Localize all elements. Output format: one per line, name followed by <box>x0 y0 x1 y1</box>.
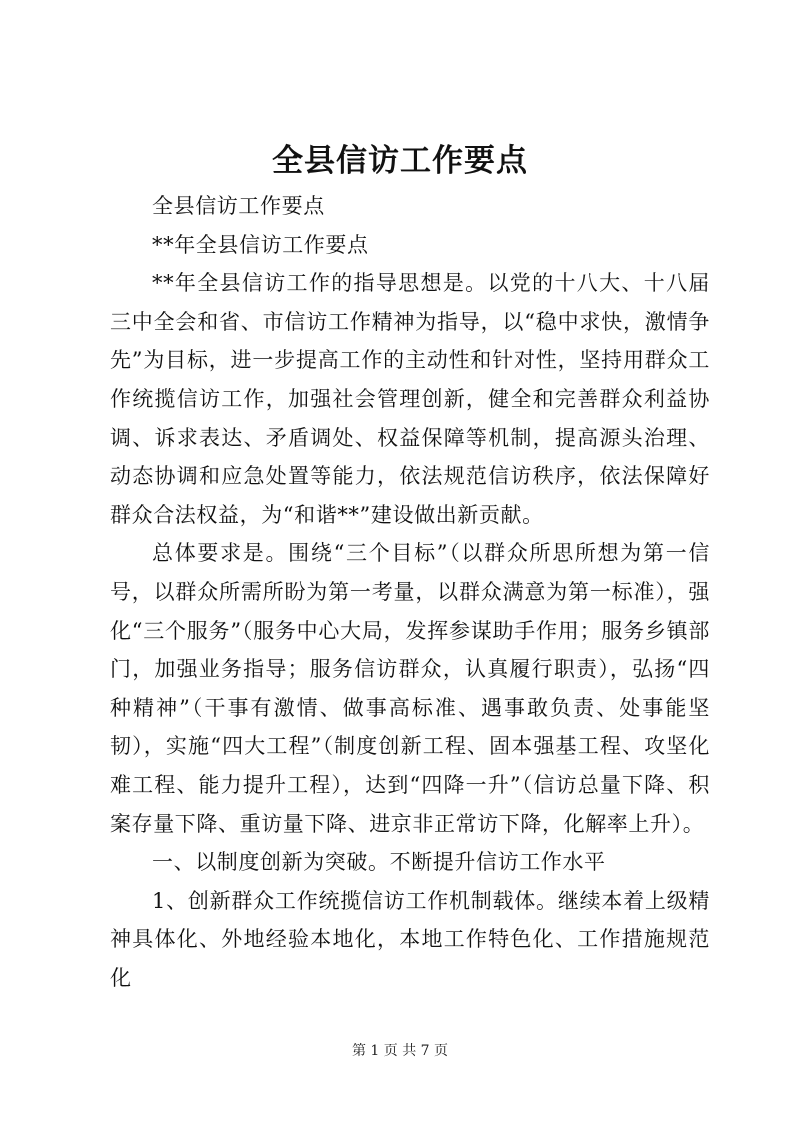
page-footer: 第 1 页 共 7 页 <box>351 1043 449 1059</box>
paragraph-guiding-ideology: **年全县信访工作的指导思想是。以党的十八大、十八届三中全会和省、市信访工作精神为指导，以“稳中求快，激情争先”为目标，进一步提高工作的主动性和针对性，坚持用群众工作统揽信访工作，加强社会管理创新，健全和完善群众利益协调、诉求表达、矛盾调处、权益保障等机制，提高源头治理、动态协调和应急处置等能力，依法规范信访秩序，依法保障好群众合法权益，为“和谐**”建设做出新贡献。 <box>110 271 710 527</box>
paragraph-year-heading: **年全县信访工作要点 <box>152 232 369 257</box>
paragraph-overall-requirements: 总体要求是。围绕“三个目标”（以群众所思所想为第一信号，以群众所需所盼为第一考量，以群众满意为第一标准），强化“三个服务”（服务中心大局，发挥参谋助手作用；服务乡镇部门，加强业务指导；服务信访群众，认真履行职责），弘扬“四种精神”（干事有激情、做事高标准、遇事敢负责、处事能坚韧），实施“四大工程”（制度创新工程、固本强基工程、攻坚化难工程、能力提升工程），达到“四降一升”（信访总量下降、积案存量下降、重访量下降、进京非正常访下降，化解率上升）。 <box>110 541 710 836</box>
document-body <box>110 187 710 997</box>
section-heading-1: 一、以制度创新为突破。不断提升信访工作水平 <box>152 850 606 875</box>
paragraph-item-1: 1、创新群众工作统揽信访工作机制载体。继续本着上级精神具体化、外地经验本地化，本地工作特色化、工作措施规范化 <box>110 888 710 990</box>
document-title: 全县信访工作要点 <box>272 143 528 179</box>
paragraph-subtitle: 全县信访工作要点 <box>152 194 325 218</box>
